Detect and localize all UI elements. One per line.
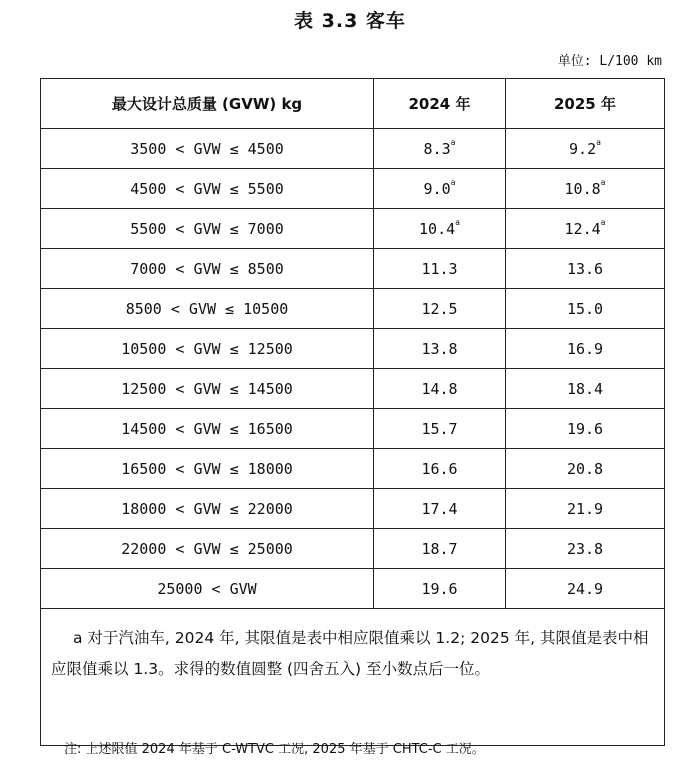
footnote-marker: a [600,177,606,187]
gvw-range-cell: 7000 < GVW ≤ 8500 [41,249,374,289]
limit-value: 12.5 [421,299,458,318]
value-2025-cell [506,529,665,569]
value-2024-cell [374,369,506,409]
limit-value: 18.4 [566,379,604,398]
limit-value: 12.4 [564,219,601,238]
footnote-marker: a [596,137,601,147]
value-2025-cell [506,289,665,329]
header-2024: 2024 年 [374,79,506,129]
table-body [41,129,665,609]
table-row [41,369,665,409]
value-2025-cell [506,329,665,369]
value-2024-cell [374,569,506,609]
header-gvw: 最大设计总质量 (GVW) kg [41,79,374,129]
value-2025-cell [506,129,665,169]
value-2024-cell [374,529,506,569]
footnote-marker: a [455,217,460,227]
limit-value: 15.0 [566,299,604,318]
limit-value: 14.8 [421,379,458,398]
value-2025-cell [506,369,665,409]
value-2025-cell [506,569,665,609]
table-row [41,569,665,609]
limit-value: 9.0 [423,179,451,198]
table-row [41,529,665,569]
value-2025-cell [506,169,665,209]
bottom-note: 注: 上述限值 2024 年基于 C-WTVC 工况, 2025 年基于 CHTC-C 工况。 [64,742,485,757]
gvw-range-cell: 8500 < GVW ≤ 10500 [41,289,374,329]
table-row [41,409,665,449]
gvw-range-cell: 12500 < GVW ≤ 14500 [41,369,374,409]
limit-value: 19.6 [421,579,458,598]
gvw-range-cell: 14500 < GVW ≤ 16500 [41,409,374,449]
value-2025-cell [506,209,665,249]
footnote-row [41,609,665,746]
gvw-range-cell: 10500 < GVW ≤ 12500 [41,329,374,369]
limit-value: 8.3 [423,139,451,158]
gvw-range-cell: 5500 < GVW ≤ 7000 [41,209,374,249]
footnote-text: a 对于汽油车, 2024 年, 其限值是表中相应限值乘以 1.2; 2025 年, 其限值是表中相应限值乘以 1.3。求得的数值圆整 (四舍五入) 至小数点后一位。 [51,629,649,678]
limit-value: 19.6 [566,419,604,438]
value-2025-cell [506,489,665,529]
gvw-range-cell: 4500 < GVW ≤ 5500 [41,169,374,209]
table-title: 表 3.3 客车 [294,10,406,32]
value-2024-cell [374,169,506,209]
gvw-range-cell: 16500 < GVW ≤ 18000 [41,449,374,489]
limit-value: 15.7 [421,419,458,438]
limit-value: 21.9 [566,499,604,518]
limit-value: 18.7 [421,539,458,558]
header-row [41,79,665,129]
table-row [41,169,665,209]
limit-value: 10.8 [564,179,601,198]
unit-label: 单位: L/100 km [557,54,662,69]
footnote-cell [41,609,665,746]
table-row [41,249,665,289]
footnote-marker: a [450,137,456,147]
value-2025-cell [506,249,665,289]
gvw-range-cell: 18000 < GVW ≤ 22000 [41,489,374,529]
value-2024-cell [374,489,506,529]
limit-value: 16.6 [421,459,458,478]
limit-value: 9.2 [569,139,597,158]
gvw-range-cell: 22000 < GVW ≤ 25000 [41,529,374,569]
value-2024-cell [374,249,506,289]
value-2024-cell [374,329,506,369]
footnote-marker: a [450,177,456,187]
table-row [41,209,665,249]
table-row [41,329,665,369]
value-2025-cell [506,449,665,489]
limits-table [40,78,665,746]
limit-value: 17.4 [421,499,458,518]
table-row [41,489,665,529]
limit-value: 13.6 [566,259,604,278]
table-row [41,449,665,489]
limit-value: 11.3 [421,259,458,278]
limit-value: 10.4 [419,219,456,238]
limit-value: 23.8 [566,539,604,558]
gvw-range-cell: 3500 < GVW ≤ 4500 [41,129,374,169]
limit-value: 13.8 [421,339,458,358]
limit-value: 16.9 [566,339,604,358]
limit-value: 24.9 [566,579,604,598]
footnote-marker: a [600,217,606,227]
value-2024-cell [374,209,506,249]
header-2025: 2025 年 [506,79,665,129]
table-row [41,129,665,169]
value-2024-cell [374,289,506,329]
value-2024-cell [374,449,506,489]
value-2024-cell [374,409,506,449]
limit-value: 20.8 [566,459,604,478]
value-2024-cell [374,129,506,169]
value-2025-cell [506,409,665,449]
table-row [41,289,665,329]
gvw-range-cell: 25000 < GVW [41,569,374,609]
